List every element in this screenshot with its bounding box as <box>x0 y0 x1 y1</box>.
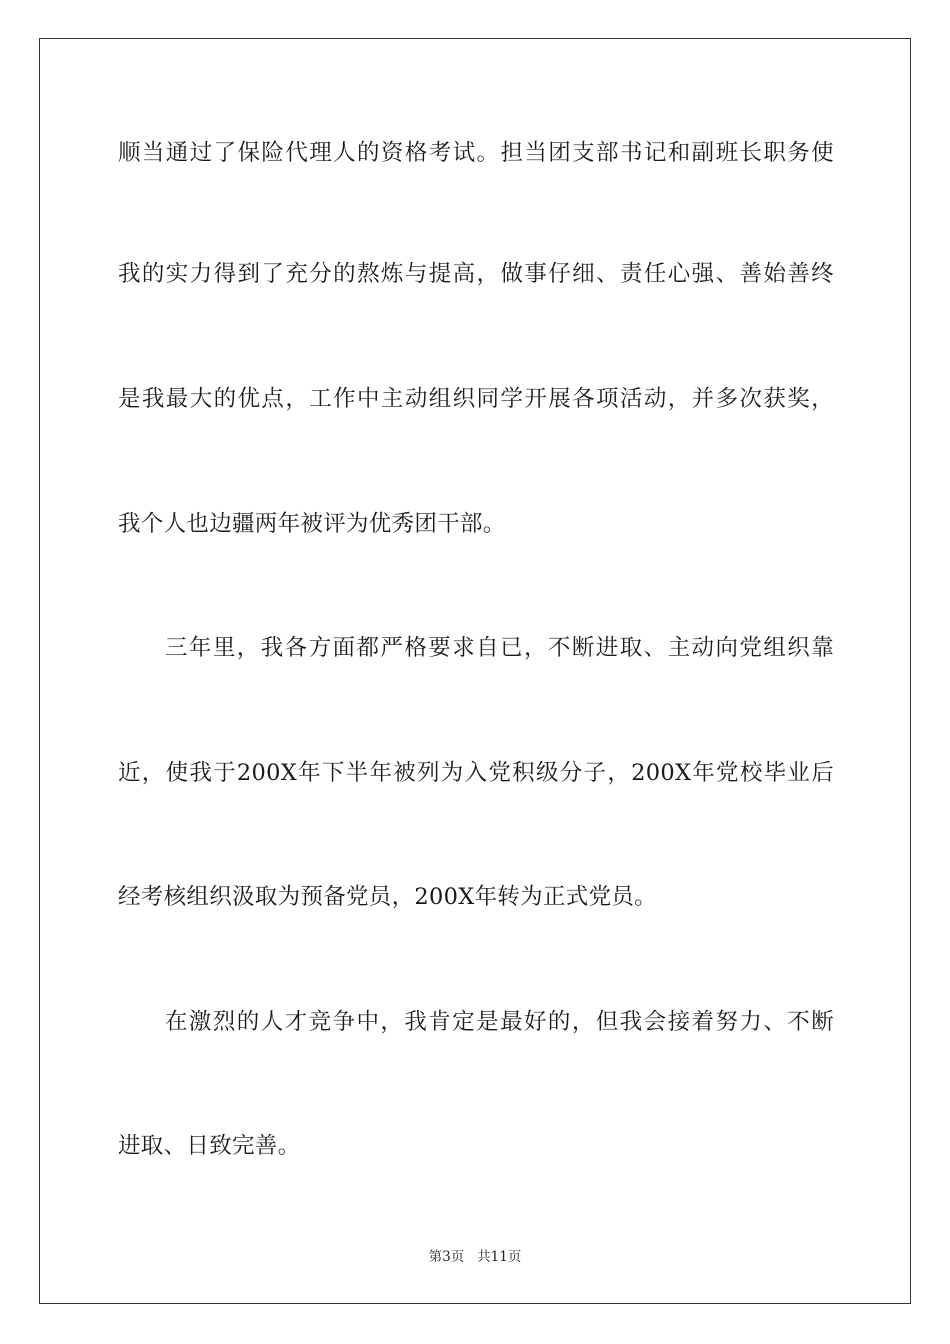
text-line: 在激烈的人才竞争中，我肯定是最好的，但我会接着努力、不断 <box>165 1009 834 1035</box>
text-line: 是我最大的优点，工作中主动组织同学开展各项活动，并多次获奖， <box>118 386 834 412</box>
text-line: 我的实力得到了充分的熬炼与提高，做事仔细、责任心强、善始善终 <box>118 261 834 287</box>
text-line: 顺当通过了保险代理人的资格考试。担当团支部书记和副班长职务使 <box>118 140 834 166</box>
text-line: 进取、日致完善。 <box>118 1133 301 1159</box>
text-line: 三年里，我各方面都严格要求自已，不断进取、主动向党组织靠 <box>165 635 834 661</box>
current-page-label: 第3页 <box>428 1249 465 1265</box>
text-line: 近，使我于200X年下半年被列为入党积级分子，200X年党校毕业后 <box>118 760 834 786</box>
total-pages-label: 共11页 <box>477 1249 522 1265</box>
page-border <box>39 38 911 1304</box>
page-footer <box>0 1248 950 1266</box>
text-line: 经考核组织汲取为预备党员，200X年转为正式党员。 <box>118 884 657 910</box>
text-line: 我个人也边疆两年被评为优秀团干部。 <box>118 511 506 537</box>
